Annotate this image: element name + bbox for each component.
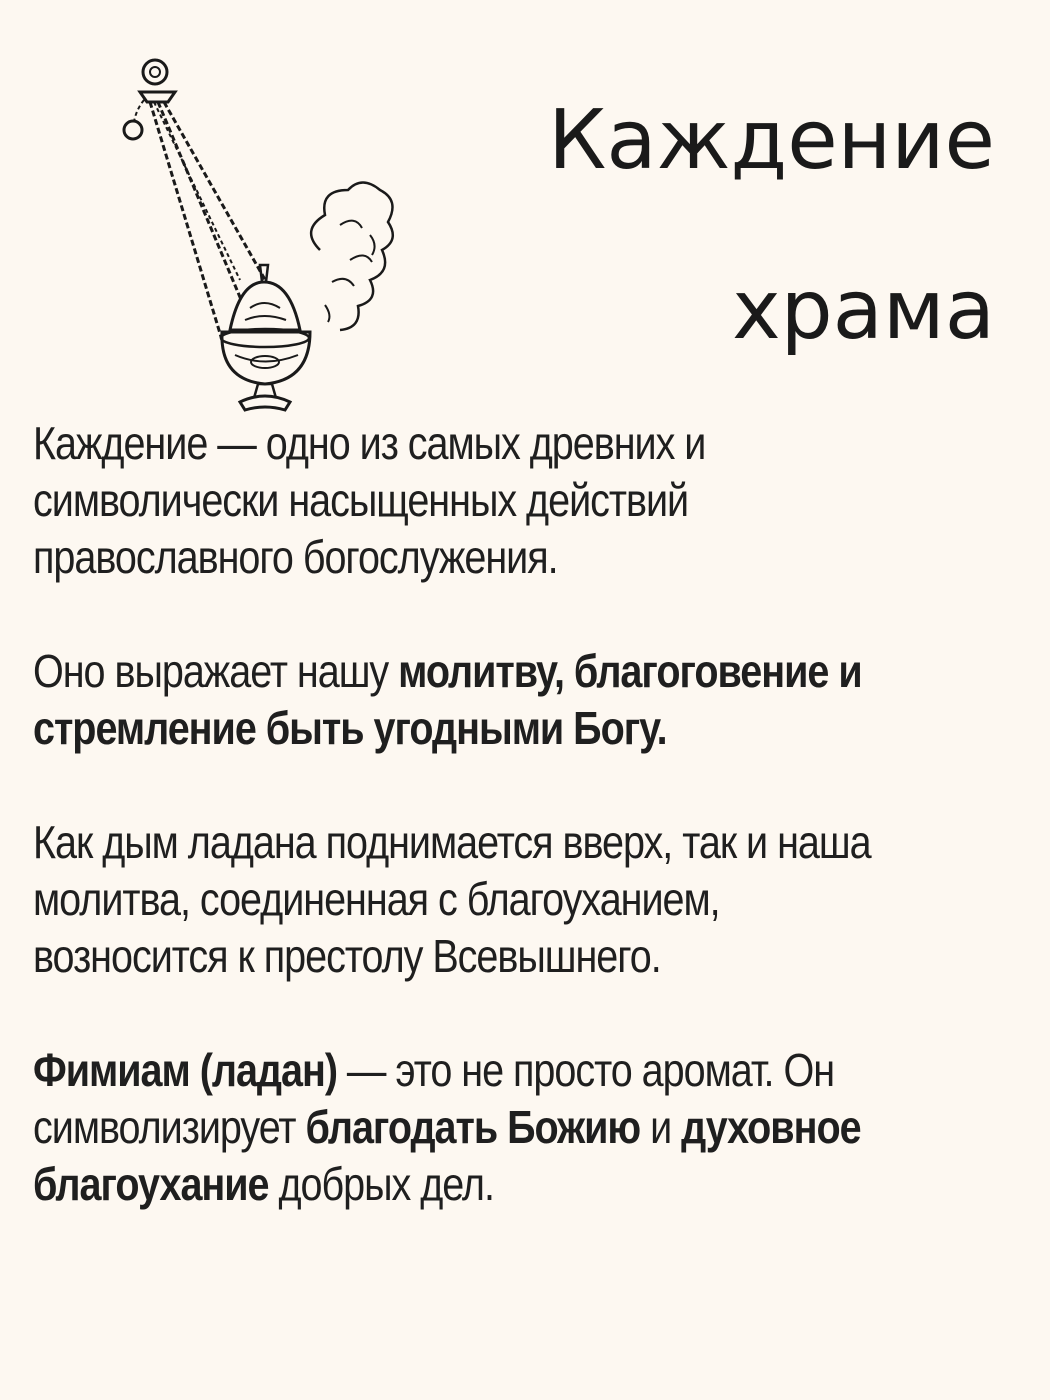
paragraph-1 bbox=[33, 415, 884, 586]
text-segment: добрых дел. bbox=[268, 1158, 494, 1210]
paragraph-2 bbox=[33, 643, 884, 757]
text-segment: — это не просто аромат. Он символизирует bbox=[33, 1044, 835, 1153]
paragraph-4 bbox=[33, 1042, 884, 1213]
censer-icon bbox=[100, 50, 410, 420]
text-segment: и bbox=[640, 1101, 682, 1153]
emphasis-segment: Фимиам (ладан) bbox=[33, 1044, 337, 1096]
article-body bbox=[33, 415, 884, 1270]
emphasis-segment: благодать Божию bbox=[305, 1101, 641, 1153]
emphasis-segment: духовное благоухание bbox=[33, 1101, 861, 1210]
text-segment: Оно выражает нашу bbox=[33, 645, 399, 697]
page-title-line-1: Каждение bbox=[548, 93, 995, 188]
page-title-line-2: храма bbox=[732, 263, 995, 358]
emphasis-segment: молитву, благоговение и стремление быть угодными Богу. bbox=[33, 645, 862, 754]
text-segment: Как дым ладана поднимается вверх, так и наша молитва, соединенная с благоуханием, возносится к престолу Всевышнего. bbox=[33, 816, 871, 982]
paragraph-3 bbox=[33, 814, 884, 985]
text-segment: Каждение — одно из самых древних и символически насыщенных действий православного богослужения. bbox=[33, 417, 706, 583]
